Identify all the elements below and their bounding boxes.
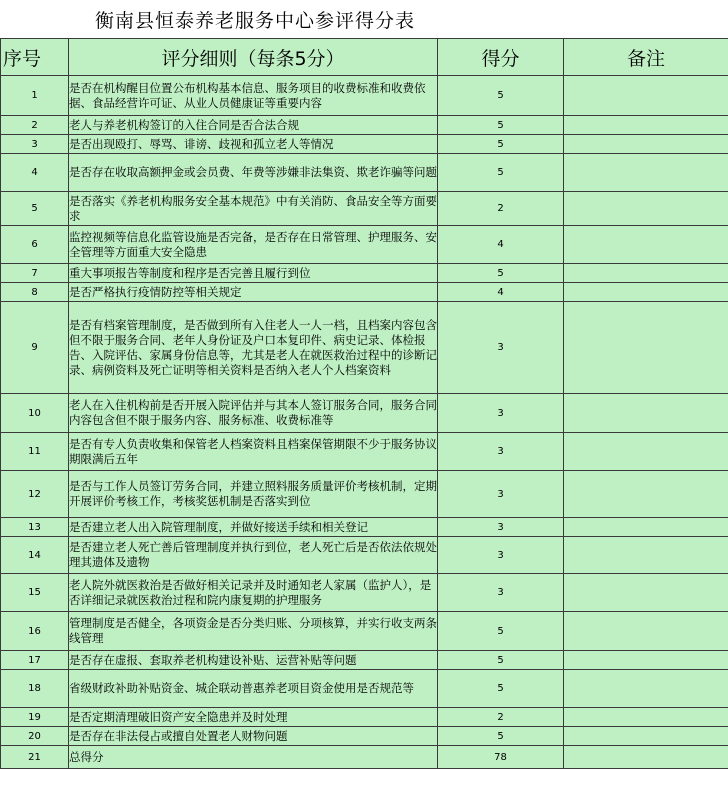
row-number-cell[interactable]: 11 (1, 433, 69, 471)
criteria-text: 老人在入住机构前是否开展入院评估并与其本人签订服务合同，服务合同内容包含但不限于服务内容、服务标准、收费标准等 (69, 398, 437, 427)
criteria-text: 是否严格执行疫情防控等相关规定 (69, 284, 242, 299)
criteria-cell[interactable] (69, 135, 438, 154)
score-cell[interactable]: 5 (438, 116, 564, 135)
row-number-cell[interactable]: 17 (1, 651, 69, 670)
score-cell[interactable]: 2 (438, 708, 564, 727)
criteria-cell[interactable] (69, 433, 438, 471)
note-cell[interactable] (564, 302, 728, 394)
criteria-cell[interactable] (69, 471, 438, 518)
note-cell[interactable] (564, 283, 728, 302)
row-number-cell[interactable]: 18 (1, 670, 69, 708)
score-cell[interactable]: 5 (438, 670, 564, 708)
table-row (1, 537, 728, 574)
note-cell[interactable] (564, 651, 728, 670)
criteria-text: 监控视频等信息化监管设施是否完备，是否存在日常管理、护理服务、安全管理等方面重大安全隐患 (69, 229, 437, 259)
header-note[interactable]: 备注 (564, 39, 728, 76)
note-cell[interactable] (564, 116, 728, 135)
score-cell[interactable]: 4 (438, 283, 564, 302)
note-cell[interactable] (564, 135, 728, 154)
criteria-cell[interactable] (69, 302, 438, 394)
criteria-text: 老人与养老机构签订的入住合同是否合法合规 (69, 117, 299, 132)
score-cell[interactable]: 5 (438, 264, 564, 283)
row-number-cell[interactable]: 3 (1, 135, 69, 154)
criteria-text: 是否存在收取高额押金或会员费、年费等涉嫌非法集资、欺老诈骗等问题 (69, 165, 437, 179)
score-cell[interactable]: 3 (438, 537, 564, 574)
table-row (1, 651, 728, 670)
note-cell[interactable] (564, 727, 728, 746)
row-number-cell[interactable]: 19 (1, 708, 69, 727)
table-row (1, 135, 728, 154)
criteria-text: 是否落实《养老机构服务安全基本规范》中有关消防、食品安全等方面要求 (69, 193, 437, 223)
note-cell[interactable] (564, 537, 728, 574)
table-row (1, 192, 728, 226)
table-row (1, 612, 728, 651)
header-no[interactable]: 序号 (1, 39, 69, 76)
note-cell[interactable] (564, 746, 728, 769)
note-cell[interactable] (564, 394, 728, 433)
note-cell[interactable] (564, 612, 728, 651)
criteria-cell[interactable] (69, 727, 438, 746)
criteria-cell[interactable] (69, 116, 438, 135)
row-number-cell[interactable]: 9 (1, 302, 69, 394)
criteria-cell[interactable] (69, 746, 438, 769)
row-number-cell[interactable]: 6 (1, 226, 69, 264)
score-cell[interactable]: 5 (438, 727, 564, 746)
criteria-text: 管理制度是否健全，各项资金是否分类归账、分项核算，并实行收支两条线管理 (69, 616, 437, 645)
row-number-cell[interactable]: 21 (1, 746, 69, 769)
criteria-cell[interactable] (69, 192, 438, 226)
criteria-text: 是否有档案管理制度，是否做到所有入住老人一人一档，且档案内容包含但不限于服务合同、老年人身份证及户口本复印件、病史记录、体检报告、入院评估、家属身份信息等，尤其是老人在就医救治过程中的诊断记录、病例资料及死亡证明等相关资料是否纳入老人个人档案资料 (69, 317, 437, 377)
criteria-text: 省级财政补助补贴资金、城企联动普惠养老项目资金使用是否规范等 (69, 681, 414, 695)
sheet-title: 衡南县恒泰养老服务中心参评得分表 (95, 10, 416, 32)
criteria-cell[interactable] (69, 574, 438, 612)
note-cell[interactable] (564, 264, 728, 283)
note-cell[interactable] (564, 574, 728, 612)
table-row (1, 264, 728, 283)
note-cell[interactable] (564, 518, 728, 537)
table-row (1, 394, 728, 433)
criteria-cell[interactable] (69, 76, 438, 116)
header-score[interactable]: 得分 (438, 39, 564, 76)
table-row (1, 518, 728, 537)
table-row (1, 670, 728, 708)
header-detail[interactable]: 评分细则（每条5分） (69, 39, 438, 76)
criteria-text: 是否有专人负责收集和保管老人档案资料且档案保管期限不少于服务协议期限满后五年 (69, 436, 437, 466)
criteria-text: 是否存在虚报、套取养老机构建设补贴、运营补贴等问题 (69, 652, 357, 667)
note-cell[interactable] (564, 433, 728, 471)
note-cell[interactable] (564, 192, 728, 226)
criteria-cell[interactable] (69, 264, 438, 283)
criteria-text: 是否出现殴打、辱骂、诽谤、歧视和孤立老人等情况 (69, 136, 334, 151)
criteria-cell[interactable] (69, 708, 438, 727)
score-cell[interactable]: 5 (438, 135, 564, 154)
score-table (0, 38, 728, 769)
criteria-cell[interactable] (69, 612, 438, 651)
criteria-text: 是否定期清理破旧资产安全隐患并及时处理 (69, 709, 288, 724)
criteria-text: 是否与工作人员签订劳务合同，并建立照料服务质量评价考核机制，定期开展评价考核工作，考核奖惩机制是否落实到位 (69, 479, 437, 508)
row-number-cell[interactable]: 2 (1, 116, 69, 135)
table-row (1, 574, 728, 612)
criteria-text: 是否在机构醒目位置公布机构基本信息、服务项目的收费标准和收费依据、食品经营许可证、从业人员健康证等重要内容 (69, 80, 426, 110)
criteria-text: 重大事项报告等制度和程序是否完善且履行到位 (69, 265, 311, 280)
score-cell[interactable]: 5 (438, 154, 564, 192)
note-cell[interactable] (564, 471, 728, 518)
row-number-cell[interactable]: 1 (1, 76, 69, 116)
criteria-cell[interactable] (69, 283, 438, 302)
table-row (1, 471, 728, 518)
table-row (1, 302, 728, 394)
criteria-cell[interactable] (69, 651, 438, 670)
criteria-cell[interactable] (69, 226, 438, 264)
score-cell[interactable]: 5 (438, 612, 564, 651)
table-row (1, 708, 728, 727)
criteria-text: 是否建立老人死亡善后管理制度并执行到位，老人死亡后是否依法依规处理其遗体及遗物 (69, 540, 437, 569)
criteria-cell[interactable] (69, 518, 438, 537)
row-number-cell[interactable]: 4 (1, 154, 69, 192)
score-cell[interactable]: 3 (438, 518, 564, 537)
row-number-cell[interactable]: 12 (1, 471, 69, 518)
criteria-text: 老人院外就医救治是否做好相关记录并及时通知老人家属（监护人），是否详细记录就医救治过程和院内康复期的护理服务 (69, 577, 432, 607)
row-number-cell[interactable]: 13 (1, 518, 69, 537)
row-number-cell[interactable]: 20 (1, 727, 69, 746)
score-cell[interactable]: 5 (438, 651, 564, 670)
note-cell[interactable] (564, 226, 728, 264)
table-row (1, 283, 728, 302)
row-number-cell[interactable]: 7 (1, 264, 69, 283)
score-cell[interactable]: 4 (438, 226, 564, 264)
row-number-cell[interactable]: 10 (1, 394, 69, 433)
score-cell[interactable]: 2 (438, 192, 564, 226)
row-number-cell[interactable]: 14 (1, 537, 69, 574)
score-cell[interactable]: 5 (438, 76, 564, 116)
note-cell[interactable] (564, 708, 728, 727)
row-number-cell[interactable]: 16 (1, 612, 69, 651)
note-cell[interactable] (564, 670, 728, 708)
note-cell[interactable] (564, 76, 728, 116)
criteria-text: 是否建立老人出入院管理制度，并做好接送手续和相关登记 (69, 519, 368, 534)
header-row (1, 39, 728, 76)
criteria-cell[interactable] (69, 394, 438, 433)
sheet-title-bar (0, 0, 728, 38)
table-row (1, 746, 728, 769)
table-row (1, 154, 728, 192)
score-cell[interactable]: 3 (438, 302, 564, 394)
criteria-text: 是否存在非法侵占或擅自处置老人财物问题 (69, 728, 288, 743)
score-cell[interactable]: 78 (438, 746, 564, 769)
row-number-cell[interactable]: 5 (1, 192, 69, 226)
row-number-cell[interactable]: 8 (1, 283, 69, 302)
table-row (1, 727, 728, 746)
criteria-cell[interactable] (69, 154, 438, 192)
score-cell[interactable]: 3 (438, 433, 564, 471)
criteria-cell[interactable] (69, 670, 438, 708)
table-row (1, 433, 728, 471)
note-cell[interactable] (564, 154, 728, 192)
score-cell[interactable]: 3 (438, 394, 564, 433)
criteria-cell[interactable] (69, 537, 438, 574)
score-cell[interactable]: 3 (438, 471, 564, 518)
table-row (1, 226, 728, 264)
criteria-text: 总得分 (69, 749, 104, 764)
score-cell[interactable]: 3 (438, 574, 564, 612)
table-row (1, 76, 728, 116)
table-row (1, 116, 728, 135)
row-number-cell[interactable]: 15 (1, 574, 69, 612)
